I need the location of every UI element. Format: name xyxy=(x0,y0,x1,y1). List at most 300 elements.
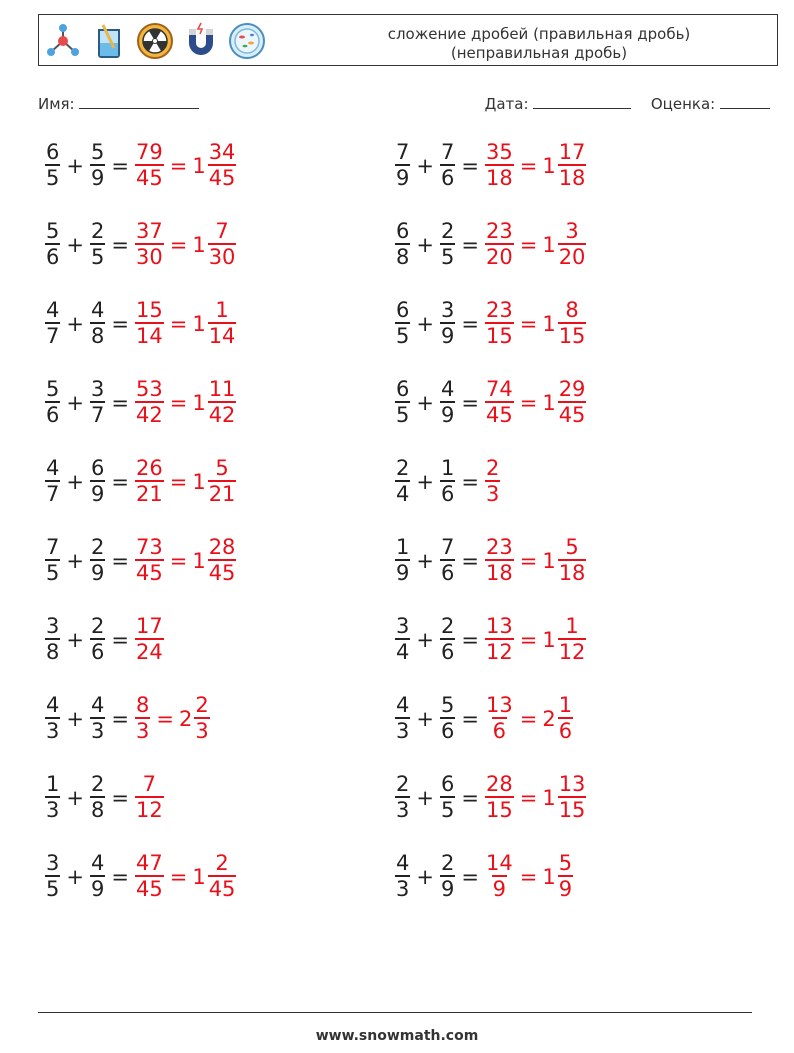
answer-improper-fraction xyxy=(134,298,165,348)
answer-improper-fraction-denominator: 18 xyxy=(485,166,513,190)
fraction-a-denominator: 6 xyxy=(46,403,60,427)
fraction-a-denominator: 7 xyxy=(46,482,60,506)
problems-column-left xyxy=(44,140,237,930)
answer-improper-fraction-numerator: 15 xyxy=(135,298,163,322)
answer-improper-fraction-numerator: 14 xyxy=(485,851,513,875)
answer xyxy=(134,535,237,585)
fraction-b-denominator: 9 xyxy=(90,561,105,585)
answer-improper-fraction-numerator: 23 xyxy=(485,298,513,322)
fraction-b xyxy=(89,851,106,901)
fraction-b-numerator: 6 xyxy=(440,772,455,796)
problem-row xyxy=(44,693,237,772)
fraction-a-denominator: 9 xyxy=(396,561,410,585)
fraction-a xyxy=(44,219,61,269)
fraction-a-denominator: 4 xyxy=(396,640,410,664)
answer xyxy=(484,219,587,269)
fraction-b xyxy=(89,140,106,190)
fraction-a-numerator: 7 xyxy=(46,535,60,559)
plus-sign: + xyxy=(416,233,434,257)
answer-mixed-fraction-denominator: 12 xyxy=(558,640,586,664)
answer-improper-fraction-numerator: 73 xyxy=(135,535,163,559)
answer-improper-fraction xyxy=(134,456,165,506)
answer-mixed-fraction-numerator: 17 xyxy=(558,140,586,164)
plus-sign: + xyxy=(416,470,434,494)
fraction-b-numerator: 6 xyxy=(90,456,105,480)
answer-improper-fraction-denominator: 12 xyxy=(485,640,513,664)
fraction-b-numerator: 2 xyxy=(90,535,105,559)
equals-sign: = xyxy=(111,549,129,573)
answer xyxy=(134,456,237,506)
answer-mixed-fraction-denominator: 45 xyxy=(208,166,236,190)
answer-improper-fraction xyxy=(484,693,515,743)
answer-improper-fraction-denominator: 15 xyxy=(485,798,513,822)
answer-mixed-fraction-denominator: 21 xyxy=(208,482,236,506)
answer-mixed-fraction xyxy=(557,377,588,427)
answer-improper-fraction-numerator: 8 xyxy=(135,693,150,717)
fraction-a-numerator: 4 xyxy=(46,298,60,322)
fraction-b-numerator: 1 xyxy=(440,456,455,480)
equals-sign: = xyxy=(461,470,479,494)
answer-mixed-fraction-numerator: 3 xyxy=(565,219,579,243)
fraction-a xyxy=(44,298,61,348)
fraction-a-numerator: 6 xyxy=(46,140,60,164)
answer-mixed-fraction-numerator: 1 xyxy=(558,693,573,717)
fraction-a xyxy=(394,614,411,664)
fraction-a-denominator: 4 xyxy=(396,482,410,506)
fraction-b-denominator: 6 xyxy=(440,482,455,506)
fraction-a xyxy=(44,140,61,190)
answer-improper-fraction xyxy=(134,851,165,901)
equals-sign: = xyxy=(111,628,129,652)
fraction-b-denominator: 9 xyxy=(90,166,105,190)
plus-sign: + xyxy=(416,312,434,336)
answer-improper-fraction-denominator: 45 xyxy=(135,166,163,190)
answer-mixed-fraction-denominator: 45 xyxy=(208,561,236,585)
fraction-a-numerator: 5 xyxy=(46,377,60,401)
fraction-b-numerator: 2 xyxy=(440,851,455,875)
fraction-b-denominator: 5 xyxy=(440,245,455,269)
answer-mixed-fraction-denominator: 15 xyxy=(558,798,586,822)
answer xyxy=(134,614,165,664)
answer-whole-part: 1 xyxy=(542,628,556,652)
fraction-b xyxy=(89,377,106,427)
answer-equals-sign: = xyxy=(169,549,188,573)
fraction-b-numerator: 4 xyxy=(90,693,105,717)
answer-mixed-fraction xyxy=(207,377,238,427)
equals-sign: = xyxy=(461,865,479,889)
answer-equals-sign: = xyxy=(156,707,174,731)
answer xyxy=(484,693,574,743)
answer-improper-fraction-numerator: 28 xyxy=(485,772,513,796)
answer-whole-part: 1 xyxy=(542,154,556,178)
plus-sign: + xyxy=(66,154,84,178)
answer-improper-fraction-numerator: 79 xyxy=(135,140,163,164)
grade-blank[interactable] xyxy=(720,94,770,109)
fraction-b xyxy=(439,851,456,901)
fraction-a-numerator: 6 xyxy=(396,377,410,401)
fraction-a-numerator: 3 xyxy=(396,614,410,638)
answer xyxy=(484,535,587,585)
plus-sign: + xyxy=(66,786,84,810)
answer-equals-sign: = xyxy=(519,628,538,652)
plus-sign: + xyxy=(66,391,84,415)
plus-sign: + xyxy=(416,154,434,178)
fraction-a xyxy=(44,851,61,901)
equals-sign: = xyxy=(111,786,129,810)
answer-mixed-fraction xyxy=(193,693,210,743)
answer-mixed-fraction-denominator: 30 xyxy=(208,245,236,269)
fraction-b-denominator: 6 xyxy=(440,719,455,743)
fraction-b-denominator: 8 xyxy=(90,324,105,348)
fraction-b-denominator: 9 xyxy=(440,403,455,427)
fraction-a xyxy=(394,219,411,269)
answer-whole-part: 1 xyxy=(192,312,206,336)
answer-whole-part: 1 xyxy=(542,865,556,889)
answer-improper-fraction xyxy=(484,298,515,348)
problem-row xyxy=(44,851,237,930)
problem-row xyxy=(394,535,587,614)
fraction-b xyxy=(89,614,106,664)
answer-mixed-fraction xyxy=(207,298,238,348)
fraction-b-numerator: 2 xyxy=(90,219,105,243)
answer-improper-fraction-denominator: 45 xyxy=(135,877,163,901)
answer xyxy=(484,298,587,348)
equals-sign: = xyxy=(111,865,129,889)
fraction-b xyxy=(439,219,456,269)
fraction-b-numerator: 4 xyxy=(440,377,455,401)
answer xyxy=(484,377,587,427)
fraction-b xyxy=(89,693,106,743)
answer-mixed-fraction-numerator: 8 xyxy=(565,298,579,322)
answer xyxy=(484,614,587,664)
grade-label: Оценка: xyxy=(650,95,716,113)
fraction-a xyxy=(394,772,411,822)
answer-mixed-fraction xyxy=(207,140,238,190)
problem-row xyxy=(394,377,587,456)
problem-row xyxy=(394,219,587,298)
fraction-b xyxy=(89,298,106,348)
plus-sign: + xyxy=(66,470,84,494)
fraction-a-denominator: 5 xyxy=(396,324,410,348)
fraction-a-denominator: 3 xyxy=(396,877,410,901)
fraction-b-numerator: 7 xyxy=(440,140,455,164)
fraction-b xyxy=(89,456,106,506)
answer-mixed-fraction-denominator: 6 xyxy=(558,719,573,743)
fraction-a-numerator: 4 xyxy=(46,693,60,717)
plus-sign: + xyxy=(416,865,434,889)
answer-mixed-fraction xyxy=(557,851,574,901)
answer-mixed-fraction-denominator: 9 xyxy=(558,877,573,901)
answer-improper-fraction-denominator: 6 xyxy=(492,719,507,743)
fraction-a xyxy=(44,377,61,427)
answer-equals-sign: = xyxy=(169,312,188,336)
fraction-a-denominator: 3 xyxy=(46,798,60,822)
answer-mixed-fraction-numerator: 34 xyxy=(208,140,236,164)
answer-mixed-fraction-denominator: 14 xyxy=(208,324,236,348)
answer-improper-fraction xyxy=(134,140,165,190)
answer-mixed-fraction xyxy=(557,219,588,269)
fraction-b-denominator: 9 xyxy=(90,482,105,506)
answer-whole-part: 1 xyxy=(542,312,556,336)
answer-improper-fraction-denominator: 21 xyxy=(135,482,163,506)
fraction-a-numerator: 2 xyxy=(396,772,410,796)
fraction-a xyxy=(394,693,411,743)
plus-sign: + xyxy=(66,628,84,652)
answer-mixed-fraction xyxy=(557,140,588,190)
fraction-b-numerator: 5 xyxy=(90,140,105,164)
answer-improper-fraction-denominator: 3 xyxy=(485,482,500,506)
answer-mixed-fraction xyxy=(557,298,588,348)
answer xyxy=(484,772,587,822)
fraction-a-numerator: 6 xyxy=(396,219,410,243)
plus-sign: + xyxy=(66,312,84,336)
answer-improper-fraction-denominator: 14 xyxy=(135,324,163,348)
equals-sign: = xyxy=(111,154,129,178)
fraction-b-denominator: 6 xyxy=(90,640,105,664)
answer-improper-fraction xyxy=(484,140,515,190)
fraction-a xyxy=(394,298,411,348)
answer-improper-fraction-denominator: 24 xyxy=(135,640,163,664)
fraction-b-denominator: 6 xyxy=(440,561,455,585)
equals-sign: = xyxy=(461,786,479,810)
fraction-b-numerator: 4 xyxy=(90,298,105,322)
problem-row xyxy=(44,772,237,851)
fraction-b xyxy=(439,535,456,585)
fraction-a-numerator: 7 xyxy=(396,140,410,164)
answer xyxy=(484,851,574,901)
fraction-a-denominator: 3 xyxy=(46,719,60,743)
answer-whole-part: 1 xyxy=(192,154,206,178)
problem-row xyxy=(394,614,587,693)
answer-mixed-fraction xyxy=(207,535,238,585)
fraction-a xyxy=(44,535,61,585)
fraction-b-numerator: 2 xyxy=(90,614,105,638)
fraction-b xyxy=(89,219,106,269)
fraction-a-denominator: 8 xyxy=(396,245,410,269)
answer-mixed-fraction-denominator: 45 xyxy=(208,877,236,901)
answer-whole-part: 2 xyxy=(178,707,193,731)
answer-improper-fraction-numerator: 23 xyxy=(485,219,513,243)
answer-mixed-fraction-numerator: 2 xyxy=(195,693,209,717)
answer-whole-part: 2 xyxy=(542,707,556,731)
problem-row xyxy=(394,140,587,219)
answer-mixed-fraction xyxy=(207,851,238,901)
fraction-a-denominator: 5 xyxy=(396,403,410,427)
fraction-a xyxy=(44,614,61,664)
plus-sign: + xyxy=(416,628,434,652)
equals-sign: = xyxy=(461,312,479,336)
answer-improper-fraction-numerator: 7 xyxy=(142,772,157,796)
answer-whole-part: 1 xyxy=(192,470,206,494)
answer-mixed-fraction xyxy=(557,535,588,585)
fraction-b-denominator: 3 xyxy=(90,719,105,743)
answer xyxy=(134,377,237,427)
answer-improper-fraction-denominator: 20 xyxy=(485,245,513,269)
answer-improper-fraction-denominator: 42 xyxy=(135,403,163,427)
fraction-a-denominator: 6 xyxy=(46,245,60,269)
title-line-2: (неправильная дробь) xyxy=(450,44,628,62)
equals-sign: = xyxy=(111,470,129,494)
answer-mixed-fraction-denominator: 45 xyxy=(558,403,586,427)
fraction-b-numerator: 4 xyxy=(90,851,105,875)
answer-whole-part: 1 xyxy=(542,786,556,810)
fraction-b xyxy=(439,377,456,427)
problem-row xyxy=(44,219,237,298)
fraction-a-denominator: 7 xyxy=(46,324,60,348)
answer-equals-sign: = xyxy=(169,470,188,494)
answer-improper-fraction xyxy=(484,851,515,901)
answer-improper-fraction xyxy=(484,614,515,664)
date-blank[interactable] xyxy=(533,94,631,109)
answer-improper-fraction-numerator: 37 xyxy=(135,219,163,243)
answer-mixed-fraction-numerator: 1 xyxy=(215,298,229,322)
fraction-b-numerator: 3 xyxy=(90,377,105,401)
header-icons xyxy=(43,21,267,61)
answer-equals-sign: = xyxy=(519,865,538,889)
radiation-icon xyxy=(135,21,175,61)
answer-whole-part: 1 xyxy=(542,233,556,257)
answer xyxy=(484,456,501,506)
date-grade-fields xyxy=(485,94,770,113)
fraction-a-numerator: 1 xyxy=(46,772,60,796)
answer-improper-fraction-denominator: 45 xyxy=(485,403,513,427)
equals-sign: = xyxy=(111,391,129,415)
fraction-a-numerator: 4 xyxy=(396,851,410,875)
answer-improper-fraction-denominator: 3 xyxy=(135,719,150,743)
equals-sign: = xyxy=(461,391,479,415)
footer-url: www.snowmath.com xyxy=(315,1028,479,1044)
equals-sign: = xyxy=(111,233,129,257)
plus-sign: + xyxy=(66,233,84,257)
fraction-b-numerator: 3 xyxy=(440,298,455,322)
answer-mixed-fraction-numerator: 5 xyxy=(558,851,573,875)
equals-sign: = xyxy=(461,628,479,652)
name-field xyxy=(38,94,199,113)
fraction-a-numerator: 1 xyxy=(396,535,410,559)
problem-row xyxy=(44,298,237,377)
fraction-b-denominator: 5 xyxy=(440,798,455,822)
fraction-a-numerator: 4 xyxy=(396,693,410,717)
answer-whole-part: 1 xyxy=(192,391,206,415)
fraction-b-numerator: 2 xyxy=(440,219,455,243)
answer-mixed-fraction xyxy=(207,456,238,506)
answer-mixed-fraction xyxy=(207,219,238,269)
answer-mixed-fraction-numerator: 28 xyxy=(208,535,236,559)
fraction-b xyxy=(439,456,456,506)
answer-whole-part: 1 xyxy=(542,391,556,415)
fraction-b-denominator: 8 xyxy=(90,798,105,822)
answer-equals-sign: = xyxy=(519,549,538,573)
beaker-icon xyxy=(89,21,129,61)
answer-equals-sign: = xyxy=(519,786,538,810)
fraction-a-denominator: 5 xyxy=(46,166,60,190)
answer-equals-sign: = xyxy=(169,233,188,257)
fraction-a xyxy=(394,535,411,585)
problem-row xyxy=(44,456,237,535)
fraction-a-numerator: 3 xyxy=(46,851,60,875)
answer-improper-fraction xyxy=(484,377,515,427)
problem-row xyxy=(394,693,587,772)
answer-mixed-fraction-denominator: 18 xyxy=(558,166,586,190)
fraction-b-denominator: 7 xyxy=(90,403,105,427)
fraction-b xyxy=(439,614,456,664)
plus-sign: + xyxy=(416,391,434,415)
fraction-a xyxy=(44,772,61,822)
answer-equals-sign: = xyxy=(519,312,538,336)
fraction-a xyxy=(394,851,411,901)
fraction-b xyxy=(439,140,456,190)
problem-row xyxy=(44,377,237,456)
fraction-a-numerator: 5 xyxy=(46,219,60,243)
answer-improper-fraction-numerator: 17 xyxy=(135,614,163,638)
answer-equals-sign: = xyxy=(169,865,188,889)
problem-row xyxy=(44,535,237,614)
answer-mixed-fraction xyxy=(557,772,588,822)
name-blank[interactable] xyxy=(79,94,199,109)
answer-equals-sign: = xyxy=(519,233,538,257)
answer-whole-part: 1 xyxy=(542,549,556,573)
answer-mixed-fraction-denominator: 42 xyxy=(208,403,236,427)
equals-sign: = xyxy=(111,707,129,731)
fraction-b-denominator: 6 xyxy=(440,166,455,190)
answer-improper-fraction-numerator: 23 xyxy=(485,535,513,559)
fraction-b-numerator: 7 xyxy=(440,535,455,559)
answer xyxy=(484,140,587,190)
answer-improper-fraction xyxy=(134,377,165,427)
problem-row xyxy=(394,298,587,377)
problems-column-right xyxy=(394,140,587,930)
fraction-a xyxy=(44,693,61,743)
answer-improper-fraction xyxy=(134,693,151,743)
magnet-icon xyxy=(181,21,221,61)
answer-improper-fraction-numerator: 35 xyxy=(485,140,513,164)
fraction-b-numerator: 2 xyxy=(440,614,455,638)
plus-sign: + xyxy=(66,707,84,731)
fraction-a-numerator: 3 xyxy=(46,614,60,638)
plus-sign: + xyxy=(416,707,434,731)
fraction-a-denominator: 8 xyxy=(46,640,60,664)
answer-improper-fraction-numerator: 53 xyxy=(135,377,163,401)
answer-improper-fraction xyxy=(134,614,165,664)
plus-sign: + xyxy=(416,549,434,573)
answer-mixed-fraction-numerator: 13 xyxy=(558,772,586,796)
fraction-a-denominator: 5 xyxy=(46,561,60,585)
petri-dish-icon xyxy=(227,21,267,61)
problem-row xyxy=(44,614,237,693)
equals-sign: = xyxy=(111,312,129,336)
fraction-a-denominator: 3 xyxy=(396,798,410,822)
answer xyxy=(134,219,237,269)
title-line-1: сложение дробей (правильная дробь) xyxy=(387,25,691,43)
answer-improper-fraction xyxy=(484,772,515,822)
answer-improper-fraction xyxy=(134,535,165,585)
answer xyxy=(134,140,237,190)
fraction-b-denominator: 9 xyxy=(440,324,455,348)
answer-improper-fraction xyxy=(134,772,165,822)
answer-improper-fraction-denominator: 9 xyxy=(492,877,507,901)
fraction-b xyxy=(439,772,456,822)
answer-improper-fraction-numerator: 13 xyxy=(485,614,513,638)
answer-equals-sign: = xyxy=(169,391,188,415)
fraction-b-denominator: 9 xyxy=(440,877,455,901)
fraction-a-denominator: 3 xyxy=(396,719,410,743)
molecule-icon xyxy=(43,21,83,61)
answer-improper-fraction-denominator: 45 xyxy=(135,561,163,585)
answer-equals-sign: = xyxy=(169,154,188,178)
equals-sign: = xyxy=(461,233,479,257)
problem-row xyxy=(394,456,587,535)
fraction-b xyxy=(439,298,456,348)
